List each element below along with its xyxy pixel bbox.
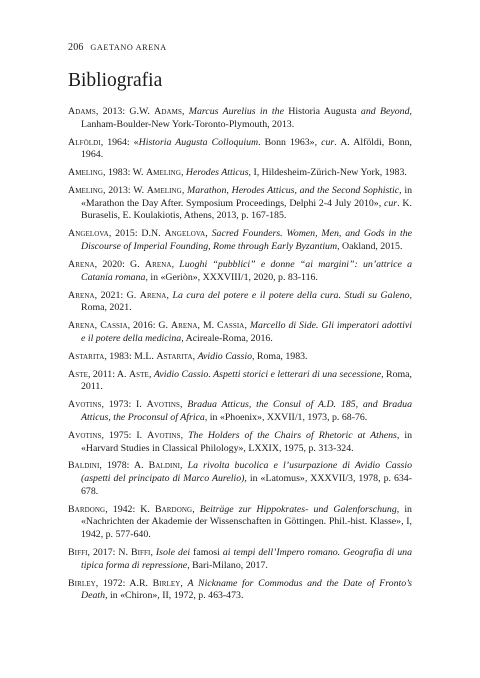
entry-title-text: Herodes Atticus bbox=[185, 167, 249, 179]
bibliography-entry bbox=[68, 228, 412, 253]
bibliography-entry bbox=[68, 504, 412, 542]
entry-author: Astarita bbox=[68, 350, 105, 362]
entry-text: , Roma, 2021. bbox=[81, 289, 413, 314]
entry-author: Aste bbox=[128, 368, 149, 380]
entry-author: Birley bbox=[152, 577, 181, 589]
entry-title-text: Avidio Cassio bbox=[197, 350, 252, 362]
entry-text: , 1972: A.R. bbox=[95, 577, 153, 589]
entry-author: Baldini bbox=[68, 460, 100, 472]
entry-author: Arena, Cassia bbox=[68, 320, 128, 332]
entry-text: , bbox=[192, 503, 200, 515]
entry-text: , bbox=[180, 577, 188, 589]
entry-text: famosi bbox=[193, 547, 220, 559]
entry-title-text: Avidio Cassio. Aspetti storici e letterari di una secessione bbox=[153, 368, 382, 380]
entry-text: , Roma, 1983. bbox=[252, 350, 308, 362]
bibliography-entry bbox=[68, 106, 412, 131]
entry-text: , in «Latomus», XXXVII/3, 1978, p. 634-678. bbox=[81, 473, 412, 497]
entry-title-text: Marathon, Herodes Atticus, and the Second Sophistic bbox=[187, 185, 400, 197]
entry-author: Alföldi bbox=[68, 136, 101, 148]
entry-author: Biffi bbox=[68, 547, 88, 559]
entry-text: , bbox=[180, 429, 189, 441]
entry-author: Adams bbox=[68, 106, 96, 117]
bibliography-entry bbox=[68, 167, 412, 180]
entry-text: , 1983: M.L. bbox=[104, 350, 157, 362]
entry-title-text: Isole dei bbox=[155, 547, 194, 559]
entry-text: , bbox=[181, 167, 186, 179]
bibliography-entry bbox=[68, 547, 412, 572]
bibliography-entry bbox=[68, 351, 412, 364]
entry-text: , 1975: I. bbox=[101, 429, 148, 441]
bibliography-list bbox=[68, 106, 412, 608]
entry-title-text: Marcello di Side. Gli imperatori adottivi e il potere della medicina bbox=[81, 320, 412, 344]
entry-title-text: Luoghi “pubblici” e donne “ai margini”: un’attrice a Catania romana bbox=[81, 258, 413, 283]
entry-text: , 2017: N. bbox=[87, 547, 131, 559]
running-head-author: GAETANO ARENA bbox=[90, 43, 167, 52]
entry-author: Arena bbox=[68, 289, 95, 301]
entry-text: , bbox=[180, 399, 188, 411]
bibliography-entry bbox=[68, 369, 412, 394]
entry-author: Cassia bbox=[217, 320, 245, 332]
entry-text: . Bonn 1963», bbox=[258, 136, 322, 148]
entry-author: Ameling bbox=[68, 185, 104, 197]
entry-title-text: ai tempi dell’Impero romano. Geografia di una tipica forma di repressione bbox=[81, 547, 412, 571]
entry-text: , 1942: K. bbox=[105, 503, 155, 515]
entry-text: , bbox=[166, 289, 173, 301]
entry-text: , 2016: G. bbox=[127, 320, 171, 332]
entry-text: . A. Alföldi, Bonn, 1964. bbox=[81, 136, 413, 161]
entry-author: Ameling bbox=[146, 185, 182, 197]
entry-author: Arena bbox=[170, 320, 198, 332]
bibliography-entry bbox=[68, 137, 412, 162]
entry-text: , bbox=[181, 106, 189, 117]
bibliography-entry bbox=[68, 399, 412, 424]
entry-author: Birley bbox=[68, 577, 96, 589]
bibliography-entry bbox=[68, 578, 412, 603]
entry-text: , in «Marathon the Day After. Symposium Proceedings, Delphi 2-4 July 2010», bbox=[81, 185, 413, 209]
entry-author: Avotins bbox=[68, 429, 102, 441]
entry-text: , 2013: W. bbox=[103, 185, 147, 197]
entry-author: Baldini bbox=[148, 460, 181, 472]
entry-text: , in «Chiron», II, 1972, p. 463-473. bbox=[105, 590, 244, 602]
entry-author: Arena bbox=[139, 289, 167, 301]
entry-text: , bbox=[205, 228, 212, 240]
entry-text: , in «Nachrichten der Akademie der Wissenschaften in Göttingen. Phil.-hist. Klasse», I, 1942, p. 577-640. bbox=[81, 503, 412, 541]
entry-text: , Roma, 2011. bbox=[81, 368, 413, 393]
running-head bbox=[68, 42, 167, 53]
entry-author: Astarita bbox=[156, 350, 193, 362]
entry-author: Ameling bbox=[145, 167, 181, 179]
entry-author: Aste bbox=[68, 368, 88, 380]
entry-text: , 2015: D.N. bbox=[108, 228, 165, 240]
entry-title-text: and Beyond bbox=[356, 106, 410, 117]
entry-text: , bbox=[244, 320, 250, 332]
entry-author: Angelova bbox=[68, 228, 109, 240]
bibliography-entry bbox=[68, 185, 412, 223]
entry-text: , 2020: G. bbox=[94, 258, 145, 270]
entry-author: Arena bbox=[144, 258, 172, 270]
entry-title-text: The Holders of the Chairs of Rhetoric at Athens bbox=[188, 429, 397, 441]
entry-author: Adams bbox=[154, 106, 182, 117]
entry-text: , bbox=[150, 547, 156, 559]
entry-title-text: cur bbox=[321, 136, 335, 148]
entry-text: Historia Augusta bbox=[288, 106, 357, 117]
entry-text: , 2013: G.W. bbox=[95, 106, 155, 117]
entry-text: , bbox=[180, 460, 188, 472]
entry-text: , in «Phoenix», XXVII/1, 1973, p. 68-76. bbox=[204, 411, 368, 423]
entry-text: , 1983: W. bbox=[103, 167, 146, 179]
bibliography-entry bbox=[68, 460, 412, 498]
entry-author: Biffi bbox=[130, 547, 151, 559]
entry-text: , bbox=[192, 350, 198, 362]
entry-title-text: Bradua Atticus, the Consul of A.D. 185, and Bradua Atticus, the Proconsul of Africa bbox=[81, 399, 412, 423]
entry-text: , I, Hildesheim-Zürich-New York, 1983. bbox=[248, 167, 407, 179]
entry-author: Ameling bbox=[68, 167, 104, 179]
entry-author: Avotins bbox=[146, 399, 181, 411]
entry-text: , Acireale-Roma, 2016. bbox=[181, 332, 273, 344]
entry-author: Bardong bbox=[154, 503, 193, 515]
entry-title-text: cur bbox=[384, 197, 398, 209]
entry-text: , M. bbox=[197, 320, 218, 332]
entry-text: , 1964: « bbox=[100, 136, 139, 148]
entry-text: , Bari-Milano, 2017. bbox=[187, 559, 268, 571]
entry-title-text: La cura del potere e il potere della cura. Studi su Galeno bbox=[172, 289, 410, 301]
entry-text: , 2011: A. bbox=[87, 368, 129, 380]
entry-title-text: A Nickname for Commodus and the Date of Fronto’s Death bbox=[81, 577, 413, 602]
entry-title-text: Beiträge zur Hippokrates- und Galenforschung bbox=[199, 503, 397, 515]
bibliography-entry bbox=[68, 320, 412, 345]
entry-text: , bbox=[148, 368, 154, 380]
entry-title-text: Historia Augusta Colloquium bbox=[138, 136, 259, 148]
entry-text: , 2021: G. bbox=[94, 289, 140, 301]
entry-text: , bbox=[181, 185, 188, 197]
entry-text: , bbox=[171, 258, 180, 270]
entry-author: Avotins bbox=[147, 429, 181, 441]
entry-text: , Lanham-Boulder-New York-Toronto-Plymouth, 2013. bbox=[81, 106, 412, 130]
entry-author: Bardong bbox=[68, 503, 106, 515]
entry-text: , 1973: I. bbox=[101, 399, 147, 411]
entry-text: , 1978: A. bbox=[99, 460, 149, 472]
entry-text: . K. Buraselis, E. Koulakiotis, Athens, 2013, p. 167-185. bbox=[81, 197, 412, 222]
entry-title-text: Sacred Founders. Women, Men, and Gods in the Discourse of Imperial Founding, Rome through Early Byzantium bbox=[81, 228, 413, 253]
page-number: 206 bbox=[68, 42, 84, 53]
bibliography-entry bbox=[68, 430, 412, 455]
section-title: Bibliografia bbox=[68, 70, 163, 91]
entry-author: Angelova bbox=[164, 228, 206, 240]
bibliography-entry bbox=[68, 259, 412, 284]
entry-title-text: Marcus Aurelius in the bbox=[188, 106, 289, 117]
entry-author: Arena bbox=[68, 258, 95, 270]
entry-author: Avotins bbox=[68, 399, 102, 411]
entry-title-text: La rivolta bucolica e l’usurpazione di Avidio Cassio (aspetti del principato di Marco Aurelio) bbox=[81, 460, 413, 485]
entry-text: , in «Geriòn», XXXVIII/1, 2020, p. 83-116. bbox=[145, 271, 318, 283]
bibliography-entry bbox=[68, 290, 412, 315]
entry-text: , in «Harvard Studies in Classical Philology», LXXIX, 1975, p. 313-324. bbox=[81, 429, 412, 454]
entry-text: , Oakland, 2015. bbox=[337, 241, 403, 253]
